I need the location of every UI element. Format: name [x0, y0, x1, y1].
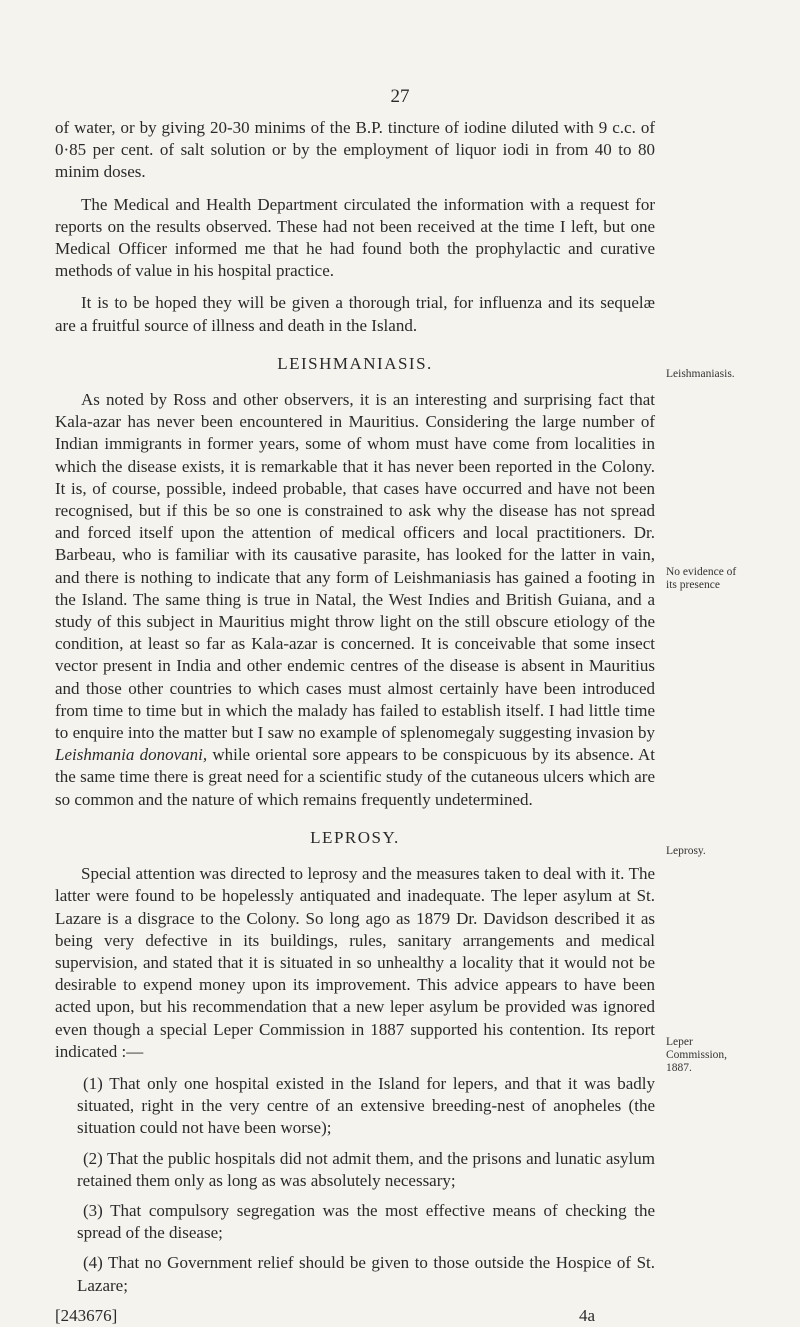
leprosy-paragraph: Special attention was directed to leprosy and the measures taken to deal with it. The latter were found to be hopelessly antiquated and inadequate. The leper asylum at St. Lazare is a disgrace to the Colony. So long ago as 1879 Dr. Davidson described it as being very defective in its buildings, rules, sanitary arrangements and medical supervision, and stated that it is situated in so unhealthy a locality that it would not be desirable to expend money upon its improvement. This advice appears to have been acted upon, but his recommendation that a new leper asylum be provided was ignored even though a special Leper Commission in 1887 supported his contention. Its report indicated :—: [55, 864, 655, 1061]
sidenote-no-evidence: No evidence of its presence: [666, 566, 737, 591]
leishmaniasis-paragraph: [55, 389, 655, 811]
list-item: (1) That only one hospital existed in the Island for lepers, and that it was badly situated, right in the very centre of an extensive breeding-nest of anopheles (the situation could not have been worse);: [77, 1073, 655, 1138]
intro-paragraph-1: of water, or by giving 20-30 minims of the B.P. tincture of iodine diluted with 9 c.c. of 0·85 per cent. of salt solution or by the employment of liquor iodi in from 40 to 80 minim doses.: [55, 118, 655, 182]
page-footer: [55, 1305, 655, 1327]
list-item: (3) That compulsory segregation was the most effective means of checking the spread of the disease;: [77, 1200, 655, 1243]
sidenote-leprosy: Leprosy.: [666, 845, 706, 857]
signature-mark: 4a: [578, 1305, 595, 1325]
sidenote-leishmaniasis: Leishmaniasis.: [666, 368, 735, 380]
leprosy-heading: LEPROSY.: [310, 827, 400, 847]
print-code: [243676]: [55, 1305, 118, 1325]
intro-paragraph-2: The Medical and Health Department circulated the information with a request for reports on the results observed. These had not been received at the time I left, but one Medical Officer informed me that he had found both the prophylactic and curative methods of value in his hospital practice.: [55, 194, 655, 281]
leishmaniasis-text-2: while oriental sore appears to be conspicuous by its absence. At the same time there is great need for a scientific study of the cutaneous ulcers which are so common and the nature of which remains frequently undetermined.: [55, 745, 656, 809]
leishmaniasis-text-1: As noted by Ross and other observers, it is an interesting and surprising fact that Kala-azar has never been encountered in Mauritius. Considering the large number of Indian immigrants in former years, some of whom must have come from localities in which the disease exists, it is remarkable that it has never been reported in the Colony. It is, of course, possible, indeed probable, that cases have occurred and have not been recognised, but if this be so one is constrained to ask why the disease has not spread and forced itself upon the attention of medical officers and local practitioners. Dr. Barbeau, who is familiar with its causative parasite, has looked for the latter in vain, and there is nothing to indicate that any form of Leishmaniasis has gained a footing in the Island. The same thing is true in Natal, the West Indies and British Guiana, and a study of this subject in Mauritius might throw light on the still obscure etiology of the condition, at least so far as Kala-azar is concerned. It is conceivable that some insect vector present in India and other endemic centres of the disease is absent in Mauritius and those other countries to which cases must almost certainly have been introduced from time to time but in which the malady has failed to establish itself. I had little time to enquire into the matter but I saw no example of splenomegaly suggesting invasion by: [55, 390, 655, 743]
main-text: [55, 117, 655, 1327]
intro-paragraph-3: It is to be hoped they will be given a thorough trial, for influenza and its sequelæ are a fruitful source of illness and death in the Island.: [55, 293, 655, 335]
list-item: (2) That the public hospitals did not admit them, and the prisons and lunatic asylum retained them only as long as was absolutely necessary;: [77, 1148, 655, 1190]
list-item: (4) That no Government relief should be given to those outside the Hospice of St. Lazare;: [77, 1253, 655, 1295]
leishmaniasis-heading: LEISHMANIASIS.: [277, 353, 433, 373]
page-number: 27: [390, 86, 410, 107]
sidenote-leper-commission: Leper Commission, 1887.: [666, 1036, 728, 1074]
species-name: Leishmania donovani,: [55, 745, 208, 765]
